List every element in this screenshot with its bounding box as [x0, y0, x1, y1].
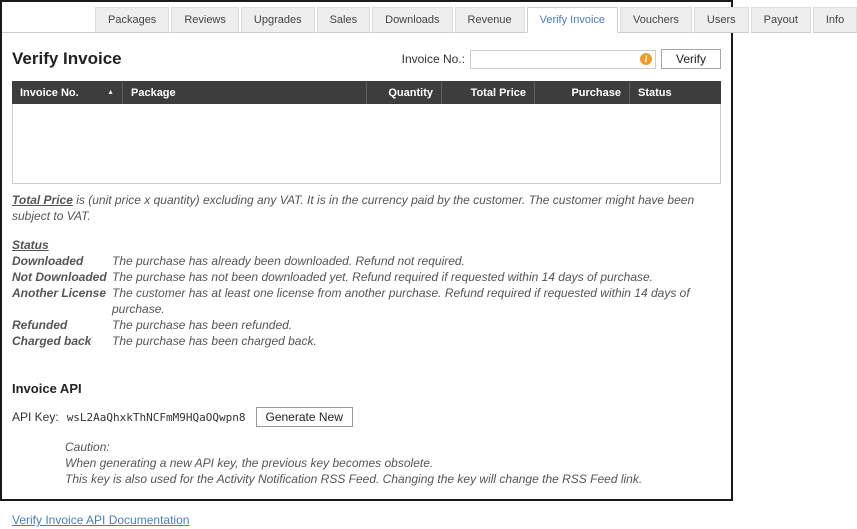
legend-row-not-downloaded — [12, 269, 721, 285]
legend-description: The purchase has already been downloaded. Refund not required. — [112, 254, 465, 268]
sort-asc-icon[interactable]: ▲ — [107, 89, 114, 96]
invoice-lookup-form — [402, 49, 721, 69]
legend-label: Refunded — [12, 318, 68, 332]
status-legend-heading: Status — [12, 238, 49, 252]
invoice-api-heading: Invoice API — [12, 381, 82, 396]
tab-downloads[interactable]: Downloads — [372, 7, 452, 33]
verify-invoice-api-doc-link[interactable]: Verify Invoice API Documentation — [12, 513, 190, 527]
invoice-no-label: Invoice No.: — [401, 52, 465, 66]
tab-users[interactable]: Users — [694, 7, 749, 33]
tab-info[interactable]: Info — [813, 7, 857, 33]
invoice-api-section — [12, 381, 721, 529]
invoice-no-input[interactable] — [470, 50, 656, 69]
column-header-purchase[interactable]: Purchase — [534, 81, 629, 104]
table-header-row — [12, 81, 721, 104]
table-body-empty — [12, 104, 721, 184]
legend-label: Another License — [12, 286, 107, 300]
invoice-no-input-wrap — [470, 50, 656, 69]
column-header-label: Invoice No. — [20, 86, 79, 99]
legend-description: The purchase has been refunded. — [112, 318, 293, 332]
legend-description: The purchase has not been downloaded yet. Refund required if requested within 14 days of purchase. — [112, 270, 654, 284]
legend-label: Charged back — [12, 334, 92, 348]
legend-row-downloaded — [12, 253, 721, 269]
tab-reviews[interactable]: Reviews — [171, 7, 239, 33]
invoice-results-table — [12, 81, 721, 184]
info-icon[interactable]: i — [640, 53, 652, 65]
doc-link-row — [12, 511, 721, 529]
tab-packages[interactable]: Packages — [95, 7, 169, 33]
legend-description: The customer has at least one license from another purchase. Refund required if requested within 14 days of purchase. — [112, 286, 690, 316]
generate-new-button[interactable]: Generate New — [256, 407, 353, 427]
column-header-total-price[interactable]: Total Price — [441, 81, 534, 104]
caution-line: This key is also used for the Activity Notification RSS Feed. Changing the key will change the RSS Feed link. — [65, 472, 643, 486]
tab-vouchers[interactable]: Vouchers — [620, 7, 692, 33]
api-key-value: wsL2AaQhxkThNCFmM9HQaOQwpn8 — [66, 410, 246, 424]
legend-label: Downloaded — [12, 254, 84, 268]
tab-bar — [2, 2, 845, 33]
main-content — [2, 49, 731, 529]
legend-row-charged-back — [12, 333, 721, 349]
tab-revenue[interactable]: Revenue — [455, 7, 525, 33]
legend-row-another-license — [12, 285, 721, 317]
total-price-term: Total Price — [12, 193, 73, 207]
total-price-note — [12, 192, 721, 224]
tab-verify-invoice[interactable]: Verify Invoice — [527, 7, 618, 33]
total-price-text: is (unit price x quantity) excluding any VAT. It is in the currency paid by the customer. The customer might have been subject to VAT. — [12, 193, 695, 223]
tab-upgrades[interactable]: Upgrades — [241, 7, 315, 33]
page-title: Verify Invoice — [12, 49, 122, 68]
tab-payout[interactable]: Payout — [751, 7, 811, 33]
tab-sales[interactable]: Sales — [317, 7, 371, 33]
caution-line: When generating a new API key, the previous key becomes obsolete. — [65, 456, 434, 470]
column-header-quantity[interactable]: Quantity — [366, 81, 441, 104]
caution-block — [65, 439, 721, 487]
page-header — [12, 49, 721, 69]
caution-title: Caution: — [65, 440, 110, 454]
column-header-invoice-no[interactable] — [12, 81, 122, 104]
api-key-label: API Key: — [12, 410, 59, 424]
api-key-row — [12, 407, 721, 427]
status-legend — [12, 237, 721, 349]
verify-button[interactable]: Verify — [661, 49, 721, 69]
legend-row-refunded — [12, 317, 721, 333]
column-header-status[interactable]: Status — [629, 81, 721, 104]
column-header-package[interactable]: Package — [122, 81, 366, 104]
legend-label: Not Downloaded — [12, 270, 107, 284]
legend-description: The purchase has been charged back. — [112, 334, 317, 348]
